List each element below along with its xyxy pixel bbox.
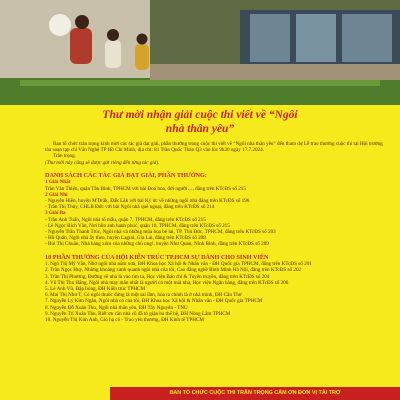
list-item: 10. Nguyễn Thị Kim Anh, Gió hạ có - Trao yêu thương, ĐH Kinh tế TPHCM xyxy=(45,317,204,324)
page-title xyxy=(40,108,360,136)
list-item: - Nguyễn Hiền, huyện M'Drắk, Đắk Lắk với bài Ký ức về những ngôi nhà đăng trên KTcĐS số 196 xyxy=(45,198,250,205)
list-item: 4. Vũ Thị Thu Hằng, Ngôi nhà may mắn nhất là người có một mái nhà, Học viện Ngân hàng, đăng trên KTcĐS số 206 xyxy=(45,279,289,286)
first-prize-label: 1 Giải Nhất xyxy=(45,179,71,186)
title-line-2: nhà thân yêu” xyxy=(165,123,235,135)
list-item: - Hồ Quân, Ngôi nhà ấy theo, huyện Lagrai, Gia Lai, đăng trên KTcĐS số 208 xyxy=(45,235,206,242)
list-item: 2. Trần Ngọc Huy, Những khoảng xanh quanh ngôi nhà của tôi, Cao đẳng nghề Bình Minh Hà Nội, đăng trên KTcĐS số 202 xyxy=(45,267,302,274)
title-line-1: Thư mời nhận giải cuộc thi viết về “Ngôi xyxy=(102,109,298,121)
list-item: 6. Mai Thị Như T, Có ngôi thuốc đứng là một sai lầm, hóa ra chính là ở nhà mình, ĐH Cần Thơ xyxy=(45,292,242,299)
list-item: - Trần Anh Tuấn, Ngôi nhà tổ mẫu, quận 7, TPHCM, đăng trên KTcĐS số 215 xyxy=(45,216,206,223)
note-line: (Thư mời này cũng sẽ được gửi riêng đến từng tác giả). xyxy=(45,159,160,166)
list-item: 3. Trần Thị Phương, Đường về nhà là vào tim ta, Học viện Báo chí & Tuyên truyền, đăng trên KTcĐS số 204 xyxy=(45,273,270,280)
list-item: Trần Văn Thiện, quận Tân Bình, TPHCM với bài Đoá hoa, đời người…, đăng trên KTcĐS số 215 xyxy=(45,185,246,192)
third-prize-label: 3 Giải Ba xyxy=(45,210,66,217)
list-item: 9. Nguyễn Trí Xuân Thu, Biết ơn căn nhà cũ đã tỏ giận ba thế hệ, ĐH Nông Lâm TPHCM xyxy=(45,310,231,317)
list-item: 5. Lê Anh Vũ, Đập bóng, ĐH Kiến trúc TPHCM xyxy=(45,286,146,293)
list-item: - Nguyễn Trần Thanh Trúc, Ngôi nhà và những mùa hoa bé lai, TP. Thủ Đức, TPHCM, đăng trên KTcĐS số 203 xyxy=(45,229,276,236)
list-item: - Trần Thị Thủy, CHLB Đức với bài Ngôi nhà quê ngoại, đăng trên KTcĐS số 214 xyxy=(45,204,215,211)
family-house-photo xyxy=(0,0,400,105)
list-item: 7. Nguyễn Lý Kim Ngân, Ngôi nhà có của tôi, ĐH Khoa học Xã hội & Nhân văn - ĐH Quốc gia TPHCM xyxy=(45,298,263,305)
invitation-body xyxy=(45,141,387,323)
list-item: 1. Ngô Thị Mỹ Vân, Nhớ ngôi nhà năm xưa, ĐH Khoa học Xã hội & Nhân văn - ĐH Quốc gia TPHCM, đăng trên KTcĐS số 201 xyxy=(45,261,312,268)
list-item: - Lê Ngọc Bích Vân, Nơi hồn anh hanh phúc, quận 10, TPHCM, đăng trên KTcĐS số 215 xyxy=(45,222,230,229)
list-item: 8. Nguyễn Đỗ Xuân Thu, Ngôi nhà thân yêu, ĐH Tây Nguyên - TNU xyxy=(45,304,188,311)
student-awards-heading: 10 PHẦN THƯỞNG CỦA HỘI KIẾN TRÚC TP.HCM SỰ DÀNH CHO SINH VIÊN xyxy=(45,253,269,261)
header-photo xyxy=(0,0,400,105)
intro-paragraph: Ban tổ chức trân trọng kính mời các tác giả đạt giải, phần thưởng trong cuộc thi viết về “Ngôi nhà thân yêu” đến tham dự Lễ trao thưởng cuộc thi tại Hội trường tòa soạn tạp chí Văn Nghệ TP Hồ Chí Minh, địa chỉ: 81 Trần Quốc Thảo Q3 vào lúc 9h30 ngày 17.7.2024. xyxy=(45,141,383,154)
second-prize-label: 2 Giải Nhì xyxy=(45,191,68,198)
list-item: - Bùi Thị Chuân, Nhà hàng xóm của những chủ ong!, huyện Như Quan, Ninh Bình, đăng trên KTcĐS số 209 xyxy=(45,241,269,248)
sponsor-banner: BAN TỔ CHỨC CUỘC THI TRÂN TRỌNG CẢM ƠN ĐƠN VỊ TÀI TRỢ xyxy=(110,387,400,400)
winners-heading: DANH SÁCH CÁC TÁC GIẢ ĐẠT GIẢI, PHẦN THƯỞNG: xyxy=(45,171,207,179)
regards-line: Trân trọng. xyxy=(53,153,76,160)
